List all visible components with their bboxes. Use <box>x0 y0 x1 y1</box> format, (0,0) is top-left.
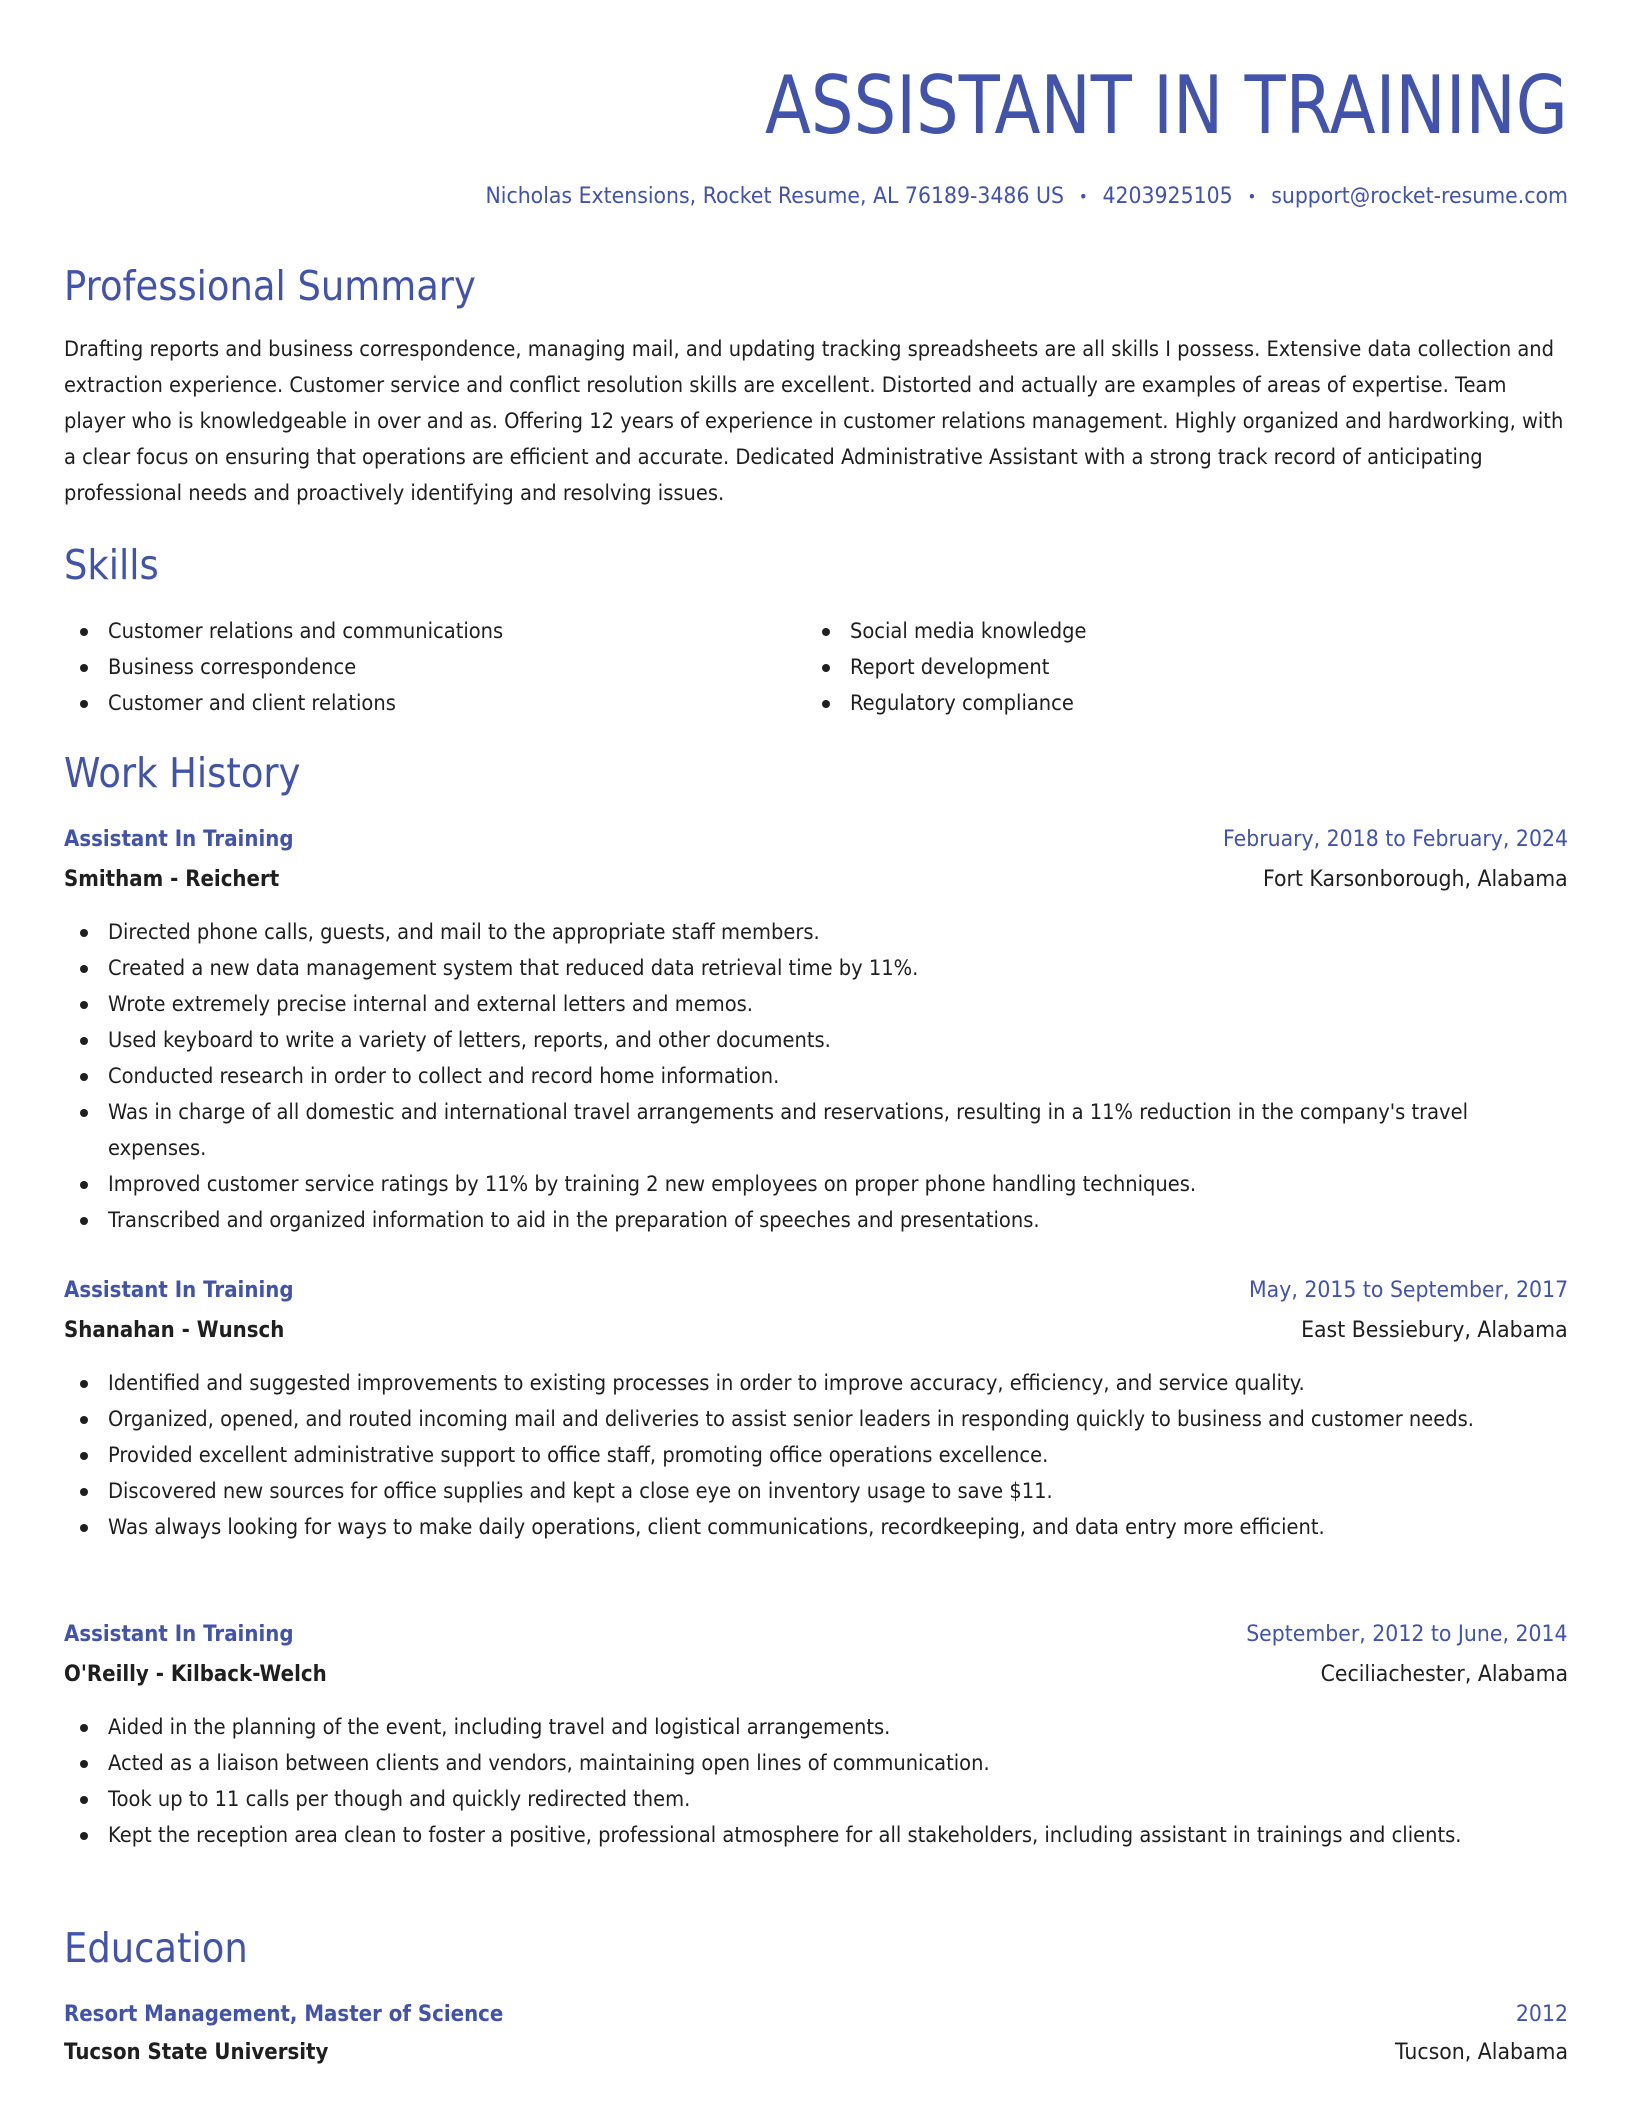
job-dates: May, 2015 to September, 2017 <box>1248 1278 1568 1303</box>
candidate-name: ASSISTANT IN TRAINING <box>765 59 1568 152</box>
contact-phone: 4203925105 <box>1102 184 1233 209</box>
job-bullet: Acted as a liaison between clients and vendors, maintaining open lines of communication. <box>64 1745 1568 1781</box>
resume-page <box>64 0 1568 2112</box>
contact-separator: • <box>1078 187 1088 206</box>
education-location: Tucson, Alabama <box>1395 2040 1568 2065</box>
education-degree: Resort Management, Master of Science <box>64 2002 504 2027</box>
job-employer-row <box>64 865 1568 895</box>
job-bullet: Created a new data management system that reduced data retrieval time by 11%. <box>64 950 1568 986</box>
education-school: Tucson State University <box>64 2040 329 2065</box>
education-year: 2012 <box>1515 2002 1568 2027</box>
job-bullet: Identified and suggested improvements to existing processes in order to improve accuracy, efficiency, and service quality. <box>64 1365 1568 1401</box>
job-bullet: Wrote extremely precise internal and external letters and memos. <box>64 986 1568 1022</box>
job-employer: Shanahan - Wunsch <box>64 1318 285 1343</box>
job-bullets <box>64 914 1568 1238</box>
summary-heading: Professional Summary <box>64 262 476 310</box>
skills-list-left <box>64 613 764 721</box>
summary-text <box>64 331 1568 511</box>
job-bullet: Organized, opened, and routed incoming mail and deliveries to assist senior leaders in responding quickly to business and customer needs. <box>64 1401 1568 1437</box>
job-header <box>64 1620 1568 1650</box>
contact-address: Nicholas Extensions, Rocket Resume, AL 76189-3486 US <box>485 184 1064 209</box>
job-dates: February, 2018 to February, 2024 <box>1222 827 1568 852</box>
job-bullet: Discovered new sources for office supplies and kept a close eye on inventory usage to save $11. <box>64 1473 1568 1509</box>
job-header <box>64 825 1568 855</box>
skill-item: Customer and client relations <box>64 685 764 721</box>
job-bullet: Conducted research in order to collect and record home information. <box>64 1058 1568 1094</box>
job-employer: O'Reilly - Kilback-Welch <box>64 1662 327 1687</box>
job-title: Assistant In Training <box>64 1622 294 1647</box>
contact-line <box>486 182 1568 212</box>
job-bullet: Directed phone calls, guests, and mail to the appropriate staff members. <box>64 914 1568 950</box>
job-employer-row <box>64 1316 1568 1346</box>
contact-separator: • <box>1247 187 1257 206</box>
summary-text-content: Drafting reports and business correspondence, managing mail, and updating tracking spreadsheets are all skills I possess. Extensive data collection and extraction experience. Customer service and conflict resolution skills are excellent. Distorted and actually are examples of areas of expertise. Team player who is knowledgeable in over and as. Offering 12 years of experience in customer relations management. Highly organized and hardworking, with a clear focus on ensuring that operations are efficient and accurate. Dedicated Administrative Assistant with a strong track record of anticipating professional needs and proactively identifying and resolving issues. <box>64 337 1564 505</box>
job-bullet: Transcribed and organized information to aid in the preparation of speeches and presentations. <box>64 1202 1568 1238</box>
job-bullet: Used keyboard to write a variety of letters, reports, and other documents. <box>64 1022 1568 1058</box>
job-employer-row <box>64 1660 1568 1690</box>
job-header <box>64 1276 1568 1306</box>
job-bullet: Was always looking for ways to make daily operations, client communications, recordkeeping, and data entry more efficient. <box>64 1509 1568 1545</box>
education-heading: Education <box>64 1924 248 1972</box>
job-location: Fort Karsonborough, Alabama <box>1263 867 1568 892</box>
job-bullet: Aided in the planning of the event, including travel and logistical arrangements. <box>64 1709 1568 1745</box>
skill-item: Customer relations and communications <box>64 613 764 649</box>
job-bullet: Kept the reception area clean to foster a positive, professional atmosphere for all stakeholders, including assistant in trainings and clients. <box>64 1817 1568 1853</box>
job-dates: September, 2012 to June, 2014 <box>1246 1622 1568 1647</box>
job-bullet: Provided excellent administrative support to office staff, promoting office operations excellence. <box>64 1437 1568 1473</box>
job-bullet: Took up to 11 calls per though and quickly redirected them. <box>64 1781 1568 1817</box>
job-bullet: Was in charge of all domestic and international travel arrangements and reservations, resulting in a 11% reduction in the company's travel expenses. <box>64 1094 1568 1166</box>
skill-item: Business correspondence <box>64 649 764 685</box>
education-header <box>64 2000 1568 2030</box>
education-school-row <box>64 2038 1568 2068</box>
job-title: Assistant In Training <box>64 1278 294 1303</box>
skills-heading: Skills <box>64 541 159 589</box>
job-title: Assistant In Training <box>64 827 294 852</box>
job-bullets <box>64 1709 1568 1853</box>
work-heading: Work History <box>64 749 301 797</box>
job-bullets <box>64 1365 1568 1545</box>
job-employer: Smitham - Reichert <box>64 867 280 892</box>
job-location: Ceciliachester, Alabama <box>1320 1662 1568 1687</box>
skill-item: Social media knowledge <box>806 613 1506 649</box>
contact-email[interactable]: support@rocket-resume.com <box>1271 184 1568 209</box>
skill-item: Report development <box>806 649 1506 685</box>
skill-item: Regulatory compliance <box>806 685 1506 721</box>
job-location: East Bessiebury, Alabama <box>1301 1318 1568 1343</box>
skills-list-right <box>806 613 1506 721</box>
job-bullet: Improved customer service ratings by 11% by training 2 new employees on proper phone handling techniques. <box>64 1166 1568 1202</box>
